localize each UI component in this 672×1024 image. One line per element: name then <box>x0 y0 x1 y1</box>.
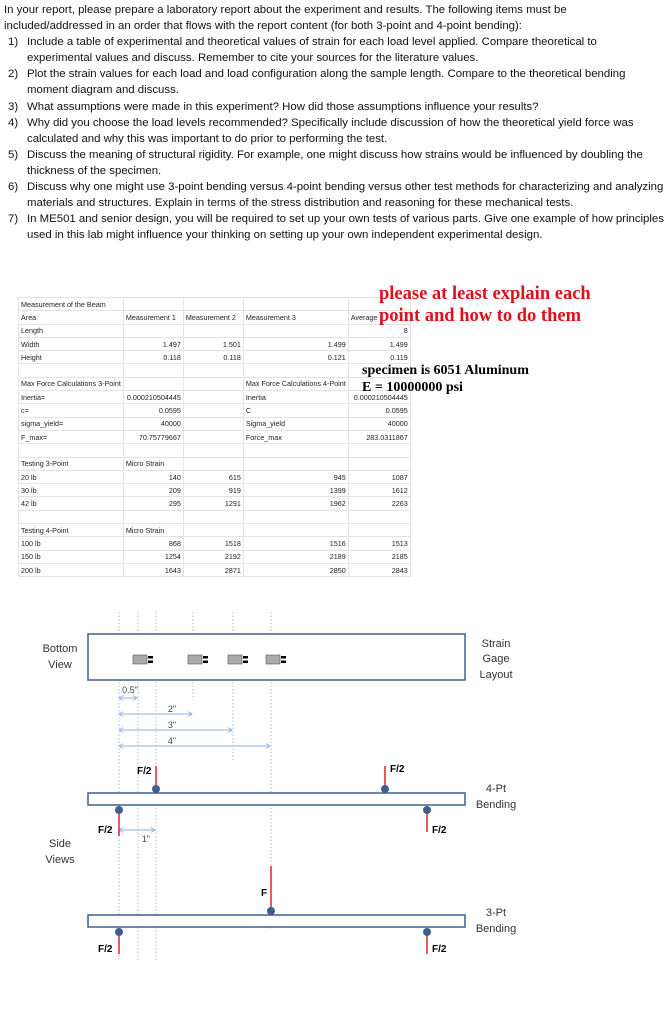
table-cell: Average <box>348 311 410 324</box>
request-line-2: point and how to do them <box>379 306 582 326</box>
beam-3pt-side <box>88 915 465 927</box>
request-line-1: please at least explain each <box>379 284 591 304</box>
table-cell: 1612 <box>348 484 410 497</box>
table-cell: 1.499 <box>243 337 348 350</box>
table-cell: 1643 <box>123 563 183 576</box>
three-pt-label: Bending <box>475 923 517 935</box>
item-text: Why did you choose the load levels recommended? Specifically include discussion of how the theoretical yield force was calculated and why this was important to do prior to performing the test. <box>27 116 634 145</box>
table-cell: 30 lb <box>19 484 124 497</box>
item-number: 5) <box>8 148 19 161</box>
force-label: F/2 <box>432 825 447 836</box>
dimension-2in: 2" <box>167 704 177 714</box>
dimension-3in: 3" <box>167 720 177 730</box>
table-cell: 1516 <box>243 537 348 550</box>
table-cell: 40000 <box>123 417 183 430</box>
table-cell: 2850 <box>243 563 348 576</box>
item-number: 3) <box>8 100 19 113</box>
table-cell: 0.0595 <box>123 404 183 417</box>
table-cell: Inertia <box>243 391 348 404</box>
dimension-lines <box>120 698 270 830</box>
gage-layout-label: Gage <box>482 653 510 665</box>
table-cell: 209 <box>123 484 183 497</box>
bottom-view-label: Bottom <box>42 643 78 655</box>
table-cell: 0.121 <box>243 351 348 364</box>
table-cell: Measurement of the Beam <box>19 298 124 311</box>
table-cell: 40000 <box>348 417 410 430</box>
table-cell: 100 lb <box>19 537 124 550</box>
beam-4pt-side <box>88 793 465 805</box>
table-cell: 0.000210504445 <box>348 391 410 404</box>
table-cell: Force_max <box>243 430 348 443</box>
gage-layout-label: Layout <box>479 669 513 681</box>
table-cell: 2189 <box>243 550 348 563</box>
table-cell: Testing 3-Point <box>19 457 124 470</box>
table-cell: Sigma_yield <box>243 417 348 430</box>
specimen-material: specimen is 6051 Aluminum <box>362 363 529 378</box>
table-cell: 70.75779667 <box>123 430 183 443</box>
item-text: Include a table of experimental and theoretical values of strain for each load level applied. Compare theoretical to experimental values and discuss. Remember to cite your sources for the literature values. <box>27 36 597 65</box>
gage-layout-label: Strain <box>481 638 511 650</box>
item-text: What assumptions were made in this experiment? How did those assumptions influence your results? <box>27 100 539 113</box>
table-cell: 945 <box>243 470 348 483</box>
force-label: F/2 <box>137 766 152 777</box>
table-cell: Length <box>19 324 124 337</box>
table-cell: 868 <box>123 537 183 550</box>
table-cell: Max Force Calculations 4-Point <box>243 377 348 390</box>
item-number: 6) <box>8 181 19 194</box>
table-cell: Measurement 3 <box>243 311 348 324</box>
table-cell: sigma_yield= <box>19 417 124 430</box>
force-label: F/2 <box>98 944 113 955</box>
table-cell: Inertia= <box>19 391 124 404</box>
table-cell: Micro Strain <box>123 457 183 470</box>
table-cell: Width <box>19 337 124 350</box>
table-cell: 295 <box>123 497 183 510</box>
table-cell: 1518 <box>183 537 243 550</box>
item-number: 2) <box>8 68 19 81</box>
table-cell: 2843 <box>348 563 410 576</box>
table-cell: 2185 <box>348 550 410 563</box>
dimension-0-5in: 0.5" <box>122 685 138 695</box>
side-views-label: Views <box>45 854 75 866</box>
table-cell: 150 lb <box>19 550 124 563</box>
three-pt-label: 3-Pt <box>485 907 507 919</box>
four-pt-label: Bending <box>475 799 517 811</box>
table-cell: 283.0311867 <box>348 430 410 443</box>
table-cell: 2263 <box>348 497 410 510</box>
item-text: Discuss why one might use 3-point bending versus 4-point bending versus other test methods for characterizing and analyzing materials and structures. Explain in terms of the stress distribution and reasoning for these mechanical tests. <box>27 181 664 210</box>
table-cell: 0.0595 <box>348 404 410 417</box>
table-cell: Area <box>19 311 124 324</box>
table-cell: 42 lb <box>19 497 124 510</box>
table-cell: 1.501 <box>183 337 243 350</box>
table-cell: 1962 <box>243 497 348 510</box>
table-cell: 1.497 <box>123 337 183 350</box>
table-cell: 0.000210504445 <box>123 391 183 404</box>
item-number: 7) <box>8 213 19 226</box>
table-cell: Micro Strain <box>123 524 183 537</box>
table-cell: 1254 <box>123 550 183 563</box>
table-cell: 8 <box>348 324 410 337</box>
force-label: F/2 <box>432 944 447 955</box>
table-cell: 140 <box>123 470 183 483</box>
table-cell: 0.118 <box>183 351 243 364</box>
table-cell: 615 <box>183 470 243 483</box>
dimension-1in: 1" <box>141 834 151 844</box>
table-cell: c= <box>19 404 124 417</box>
table-cell: 1513 <box>348 537 410 550</box>
dimension-4in: 4" <box>167 736 177 746</box>
table-cell: 0.118 <box>123 351 183 364</box>
table-cell: Measurement 2 <box>183 311 243 324</box>
table-cell: 2192 <box>183 550 243 563</box>
table-cell: Height <box>19 351 124 364</box>
item-text: Discuss the meaning of structural rigidity. For example, one might discuss how strains would be influenced by doubling the thickness of the specimen. <box>27 148 643 177</box>
table-cell: Testing 4-Point <box>19 524 124 537</box>
force-label: F/2 <box>390 764 405 775</box>
table-cell: 0.119 <box>348 351 410 364</box>
table-cell: F_max= <box>19 430 124 443</box>
side-views-label: Side <box>48 838 72 850</box>
instructions-intro: In your report, please prepare a laboratory report about the experiment and results. The following items must be included/addressed in an order that flows with the report content (for both 3-point and 4-point bending): <box>4 4 567 33</box>
four-pt-label: 4-Pt <box>485 783 507 795</box>
item-number: 1) <box>8 36 19 49</box>
table-cell: 1399 <box>243 484 348 497</box>
specimen-modulus: E = 10000000 psi <box>362 380 463 395</box>
table-cell: 200 lb <box>19 563 124 576</box>
table-cell: 919 <box>183 484 243 497</box>
item-text: Plot the strain values for each load and load configuration along the sample length. Compare to the theoretical bending moment diagram and discuss. <box>27 68 626 97</box>
table-cell: 20 lb <box>19 470 124 483</box>
table-cell: 1291 <box>183 497 243 510</box>
item-number: 4) <box>8 116 19 129</box>
table-cell: Max Force Calculations 3-Point <box>19 377 124 390</box>
force-label: F <box>261 888 268 899</box>
table-cell: Measurement 1 <box>123 311 183 324</box>
bottom-view-label: View <box>48 659 72 671</box>
table-cell: 1087 <box>348 470 410 483</box>
table-cell: 1.499 <box>348 337 410 350</box>
table-cell: C <box>243 404 348 417</box>
table-cell: 2871 <box>183 563 243 576</box>
force-arrows-3pt <box>115 866 431 954</box>
item-text: In ME501 and senior design, you will be required to set up your own tests of various parts. Give one example of how principles used in this lab might influence your thinking on setting up your own independent experimental design. <box>27 213 664 242</box>
force-label: F/2 <box>98 825 113 836</box>
